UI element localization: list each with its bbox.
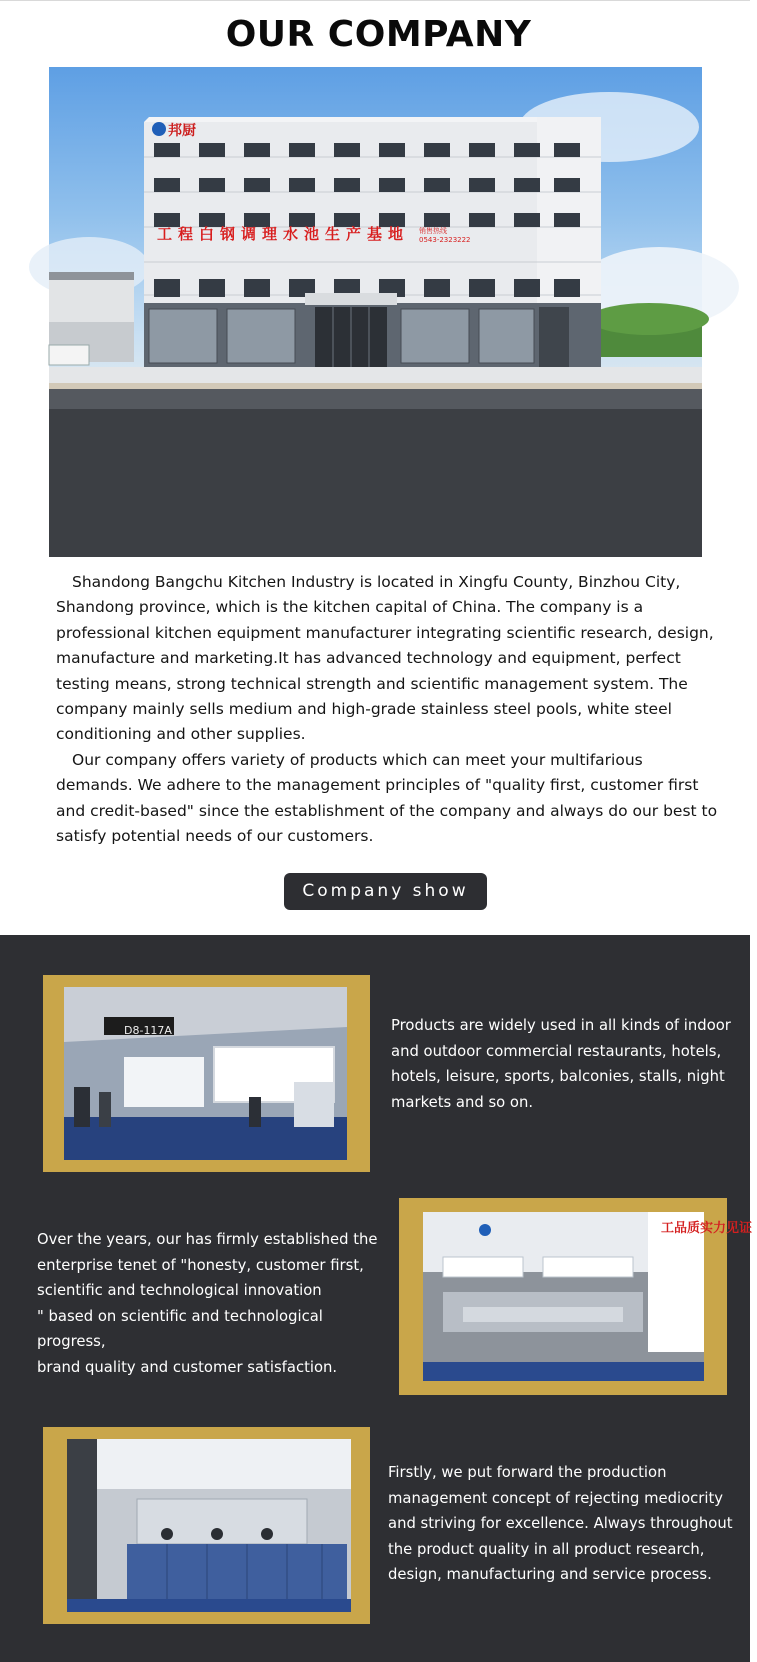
hotline-number: 0543-2323222	[419, 236, 471, 244]
booth-label: D8-117A	[124, 1024, 172, 1037]
exhibition-photo-1	[64, 987, 347, 1160]
showcase-frame-3	[43, 1427, 370, 1624]
showcase-section	[0, 935, 753, 1662]
showcase-caption-1: Products are widely used in all kinds of indoor and outdoor commercial restaurants, hotels, hotels, leisure, sports, balconies, stalls, night markets and so on.	[391, 1017, 731, 1111]
showcase-frame-2	[399, 1198, 753, 1395]
exhibition-photo-2	[423, 1212, 753, 1381]
company-building-photo	[49, 67, 702, 557]
exhibition-photo-3	[67, 1439, 351, 1612]
company-intro	[56, 570, 721, 849]
showcase-frame-1	[43, 975, 370, 1172]
building-sign: 工程白钢调理水池生产基地	[157, 225, 410, 243]
page-title: OUR COMPANY	[225, 14, 532, 55]
intro-paragraph-1: Shandong Bangchu Kitchen Industry is located in Xingfu County, Binzhou City, Shandong province, which is the kitchen capital of China. The company is a professional kitchen equipment manufacturer integrating scientific research, design, manufacture and marketing.It has advanced technology and equipment, perfect testing means, strong technical strength and scientific management system. The company mainly sells medium and high-grade stainless steel pools, white steel conditioning and other supplies.	[56, 573, 714, 744]
showcase-caption-3: Firstly, we put forward the production management concept of rejecting mediocrity and striving for excellence. Always throughout the product quality in all product research, design, manufacturing and service process.	[388, 1464, 733, 1583]
top-divider	[0, 0, 750, 1]
company-show-button[interactable]: Company show	[284, 873, 487, 910]
banner-text: 工品质实力见证	[661, 1221, 753, 1236]
intro-paragraph-2: Our company offers variety of products which can meet your multifarious demands. We adhere to the management principles of "quality first, customer first and credit-based" since the establishment of the company and always do our best to satisfy potential needs of our customers.	[56, 750, 718, 846]
building-illustration	[49, 67, 702, 557]
logo-text: 邦厨	[168, 123, 196, 139]
hotline-label: 销售热线	[419, 227, 447, 235]
showcase-caption-2: Over the years, our has firmly established the enterprise tenet of "honesty, customer first, scientific and technological innovation " based on scientific and technological progress, brand quality and customer satisfaction.	[37, 1231, 378, 1376]
